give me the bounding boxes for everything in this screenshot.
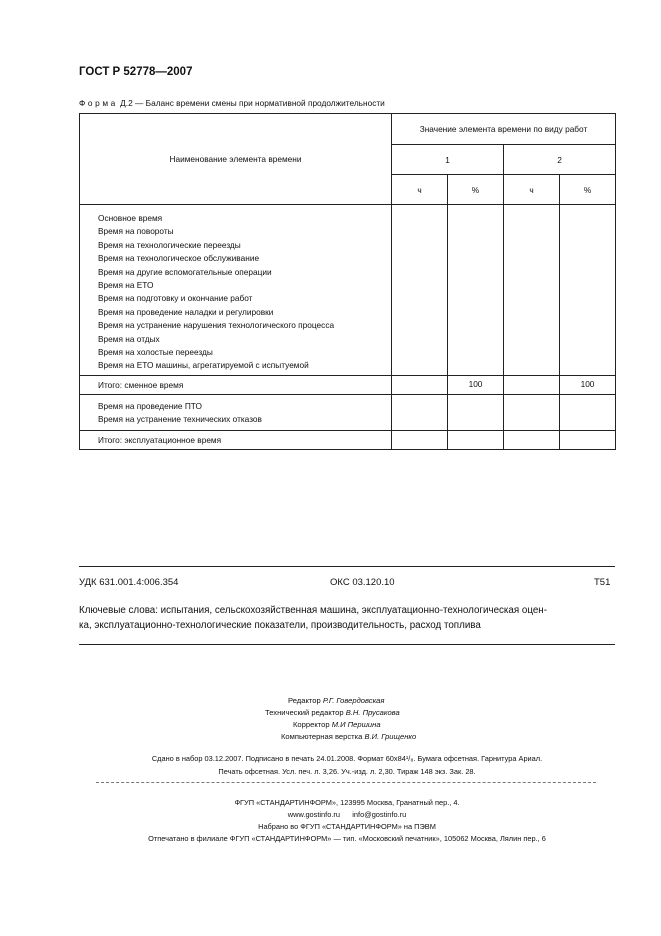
keywords-line-2: ка, эксплуатационно-технологические показатели, производительность, расход топлива [79, 620, 481, 631]
form-word: Форма [79, 98, 118, 108]
tech-editor-role: Технический редактор [265, 708, 344, 717]
value-cell [392, 375, 448, 394]
publisher-line-3: Набрано во ФГУП «СТАНДАРТИНФОРМ» на ПЭВМ [258, 822, 436, 831]
caption-title: — Баланс времени смены при нормативной продолжительности [135, 98, 385, 108]
shift-items-cell [80, 205, 392, 376]
oks-code: ОКС 03.120.10 [330, 577, 395, 588]
publisher-line-1: ФГУП «СТАНДАРТИНФОРМ», 123995 Москва, Гранатный пер., 4. [234, 798, 460, 807]
value-column-header: Значение элемента времени по виду работ [392, 114, 616, 145]
list-item: Время на ЕТО машины, агрегатируемой с испытуемой [98, 360, 309, 371]
table-row [80, 375, 616, 394]
corrector-name: М.И Першина [331, 720, 381, 729]
list-item: Время на холостые переезды [98, 346, 213, 357]
print-info-line-1: Сдано в набор 03.12.2007. Подписано в печать 24.01.2008. Формат 60x84¹/₈. Бумага офсетная. Гарнитура Ариал. [151, 754, 543, 763]
divider [79, 566, 615, 567]
table-row [80, 205, 616, 376]
list-item: Время на отдых [98, 333, 160, 344]
list-item: Время на технологические переезды [98, 239, 241, 250]
value-cell [392, 394, 448, 431]
editor-credit [288, 696, 384, 705]
list-item: Время на повороты [98, 226, 174, 237]
layout-credit [281, 732, 416, 741]
print-info-line-2: Печать офсетная. Усл. печ. л. 3,26. Уч.-изд. л. 2,30. Тираж 148 экз. Зак. 28. [218, 767, 476, 776]
value-cell [504, 431, 560, 450]
editor-role: Редактор [288, 696, 321, 705]
table-caption [79, 98, 385, 108]
value-cell [392, 431, 448, 450]
shift-total-label: Итого: сменное время [80, 375, 392, 394]
document-code: ГОСТ Р 52778—2007 [79, 66, 193, 78]
value-cell [560, 394, 616, 431]
corrector-role: Корректор [293, 720, 330, 729]
table-row [80, 431, 616, 450]
list-item: Время на подготовку и окончание работ [98, 293, 253, 304]
divider [96, 782, 596, 783]
value-cell [504, 375, 560, 394]
shift-total-percent-2: 100 [560, 375, 616, 394]
publisher-line-4: Отпечатано в филиале ФГУП «СТАНДАРТИНФОРМ» — тип. «Московский печатник», 105062 Москва, Лялин пер., 6 [148, 834, 546, 843]
keywords [79, 603, 615, 633]
list-item: Основное время [98, 213, 163, 223]
value-cell [448, 431, 504, 450]
form-number: Д.2 [120, 98, 133, 108]
layout-name: В.И. Грищенко [364, 732, 417, 741]
group-header-2: 2 [504, 145, 616, 175]
ops-total-label: Итого: эксплуатационное время [80, 431, 392, 450]
subcol-hours-1: ч [392, 175, 448, 205]
editor-name: Р.Г. Говердовская [322, 696, 385, 705]
list-item: Время на ЕТО [98, 279, 154, 290]
list-item: Время на проведение наладки и регулировки [98, 306, 274, 317]
list-item: Время на устранение технических отказов [98, 414, 262, 425]
value-cell [560, 205, 616, 376]
publisher-contacts [79, 809, 615, 821]
subcol-percent-2: % [560, 175, 616, 205]
list-item: Время на технологическое обслуживание [98, 253, 260, 264]
shift-total-percent-1: 100 [448, 375, 504, 394]
print-info [79, 752, 615, 778]
table-row [80, 394, 616, 431]
divider [79, 644, 615, 645]
publisher-email: info@gostinfo.ru [352, 810, 407, 819]
ops-items-cell [80, 394, 392, 431]
udk-code: УДК 631.001.4:006.354 [79, 577, 179, 588]
list-item: Время на проведение ПТО [98, 400, 202, 411]
tech-editor-name: В.Н. Прусакова [345, 708, 400, 717]
tech-editor-credit [265, 708, 400, 717]
group-header-1: 1 [392, 145, 504, 175]
layout-role: Компьютерная верстка [281, 732, 363, 741]
value-cell [448, 394, 504, 431]
publisher-info [79, 797, 615, 845]
value-cell [392, 205, 448, 376]
subcol-hours-2: ч [504, 175, 560, 205]
publisher-web: www.gostinfo.ru [287, 810, 340, 819]
value-cell [448, 205, 504, 376]
value-cell [504, 394, 560, 431]
value-cell [504, 205, 560, 376]
value-cell [560, 431, 616, 450]
list-item: Время на устранение нарушения технологического процесса [98, 320, 335, 331]
time-balance-table [79, 113, 616, 450]
list-item: Время на другие вспомогательные операции [98, 266, 272, 277]
corrector-credit [293, 720, 381, 729]
subcol-percent-1: % [448, 175, 504, 205]
name-column-header: Наименование элемента времени [80, 114, 392, 205]
classification-code: Т51 [594, 577, 611, 588]
keywords-line-1: Ключевые слова: испытания, сельскохозяйственная машина, эксплуатационно-технологическая оцен- [79, 605, 547, 616]
